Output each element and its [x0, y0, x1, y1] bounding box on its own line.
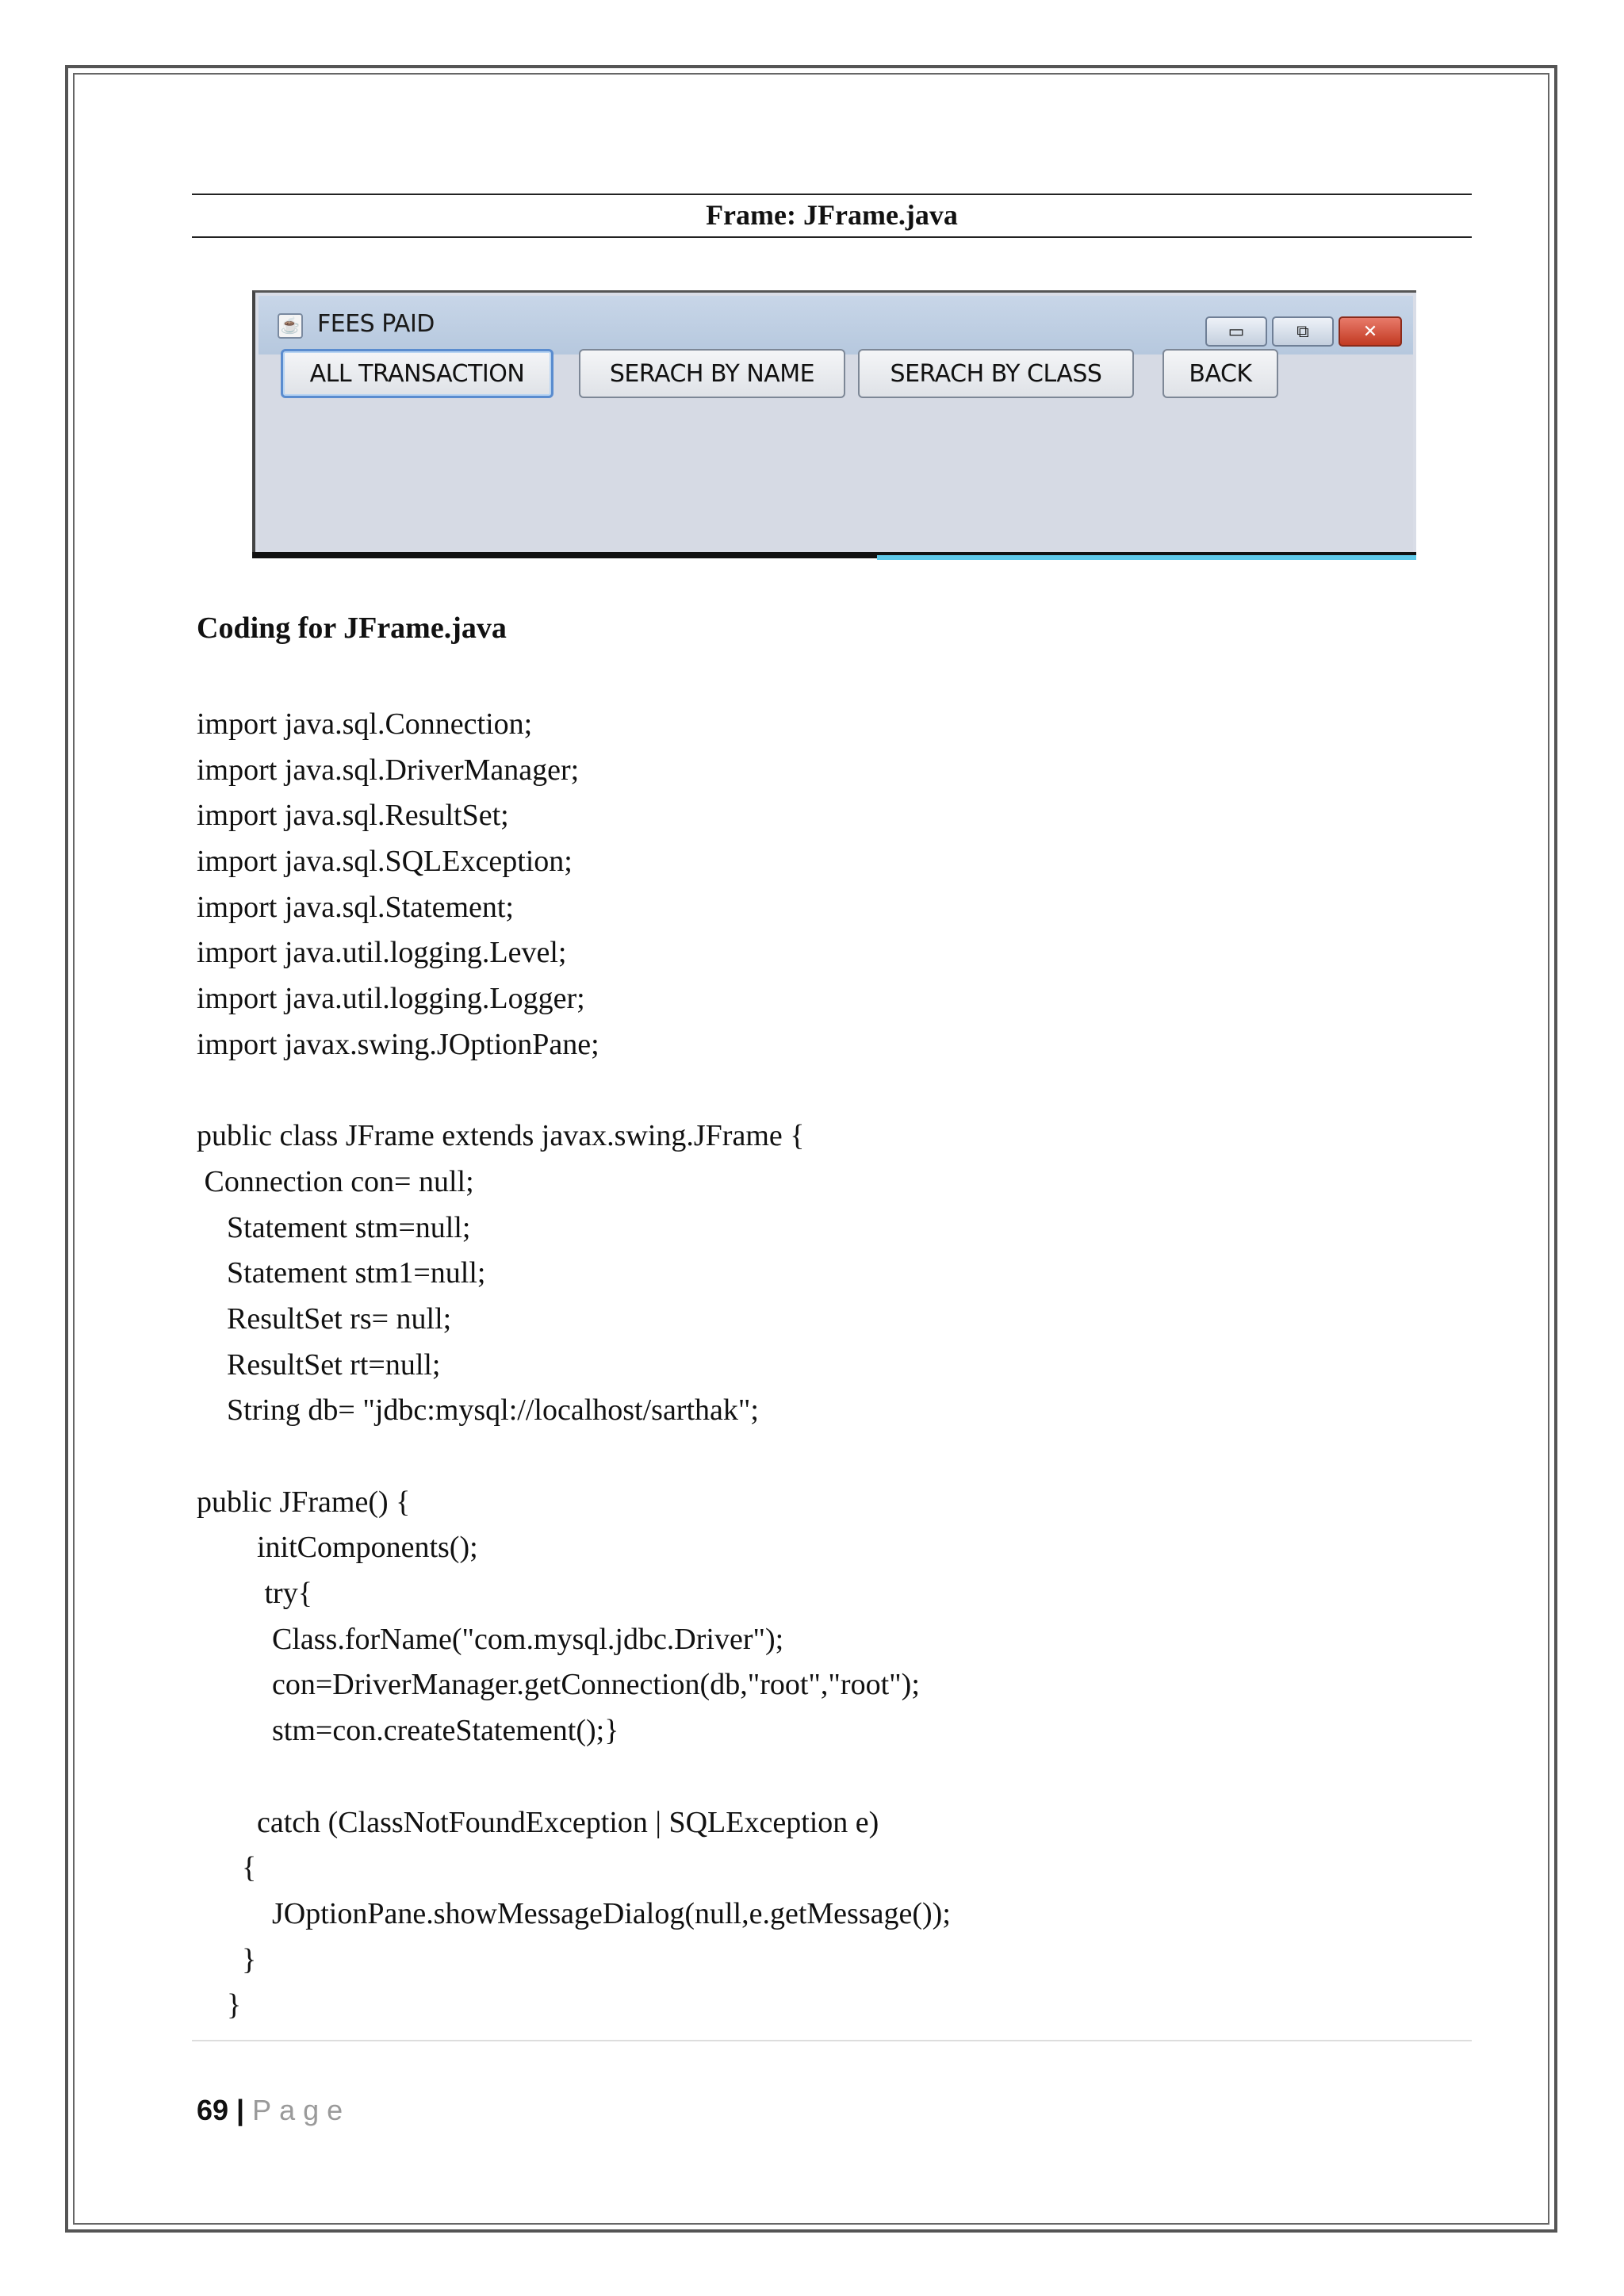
- maximize-icon: ⧉: [1297, 321, 1309, 342]
- code-line: ResultSet rs= null;: [197, 1301, 452, 1336]
- code-line: import java.sql.ResultSet;: [197, 799, 509, 833]
- page-label: Page: [252, 2094, 351, 2126]
- page-footer: [197, 2094, 350, 2127]
- fees-paid-window: [252, 290, 1416, 558]
- code-line: [197, 1068, 1450, 1114]
- page-number: 69: [197, 2094, 229, 2126]
- code-line: [197, 1434, 1450, 1480]
- code-line: import java.util.logging.Logger;: [197, 982, 585, 1016]
- back-button[interactable]: BACK: [1162, 349, 1278, 398]
- code-line: String db= "jdbc:mysql://localhost/sarthak";: [197, 1393, 759, 1428]
- all-transaction-button[interactable]: ALL TRANSACTION: [281, 349, 553, 398]
- java-cup-icon: ☕: [278, 313, 303, 339]
- window-bottom-accent: [877, 555, 1416, 560]
- footer-separator: |: [236, 2094, 245, 2126]
- code-line: Statement stm1=null;: [197, 1256, 486, 1290]
- code-line: public class JFrame extends javax.swing.JFrame {: [197, 1119, 805, 1153]
- window-title: FEES PAID: [317, 310, 435, 338]
- search-by-name-button[interactable]: SERACH BY NAME: [579, 349, 845, 398]
- code-block: [197, 702, 1450, 2029]
- code-line: }: [197, 1942, 257, 1976]
- code-line: public JFrame() {: [197, 1485, 411, 1519]
- code-line: catch (ClassNotFoundException | SQLException e): [197, 1805, 879, 1839]
- code-line: stm=con.createStatement();}: [197, 1714, 619, 1748]
- close-icon: ✕: [1362, 321, 1378, 342]
- section-heading: Coding for JFrame.java: [197, 611, 507, 645]
- code-line: }: [197, 1988, 242, 2022]
- code-line: import java.sql.Statement;: [197, 890, 514, 924]
- code-line: import java.sql.Connection;: [197, 707, 533, 741]
- window-controls: [1205, 316, 1402, 348]
- code-line: import javax.swing.JOptionPane;: [197, 1027, 599, 1061]
- code-line: try{: [197, 1577, 312, 1611]
- code-line: {: [197, 1851, 257, 1885]
- minimize-icon: ▭: [1228, 321, 1245, 342]
- maximize-button[interactable]: [1272, 316, 1334, 347]
- window-titlebar: [259, 296, 1413, 355]
- code-line: Class.forName("com.mysql.jdbc.Driver");: [197, 1622, 784, 1656]
- code-line: import java.sql.DriverManager;: [197, 753, 580, 787]
- search-by-class-button[interactable]: SERACH BY CLASS: [858, 349, 1134, 398]
- code-line: Statement stm=null;: [197, 1210, 471, 1244]
- code-line: import java.sql.SQLException;: [197, 845, 573, 879]
- code-line: initComponents();: [197, 1531, 478, 1565]
- minimize-button[interactable]: [1205, 316, 1267, 347]
- code-line: [197, 1754, 1450, 1800]
- code-line: Connection con= null;: [197, 1164, 474, 1198]
- code-line: con=DriverManager.getConnection(db,"root","root");: [197, 1668, 920, 1702]
- code-line: import java.util.logging.Level;: [197, 936, 567, 970]
- frame-caption: Frame: JFrame.java: [192, 194, 1472, 238]
- code-line: JOptionPane.showMessageDialog(null,e.getMessage());: [197, 1896, 951, 1930]
- footer-rule: [192, 2040, 1472, 2041]
- close-button[interactable]: [1339, 316, 1402, 347]
- code-line: ResultSet rt=null;: [197, 1347, 441, 1382]
